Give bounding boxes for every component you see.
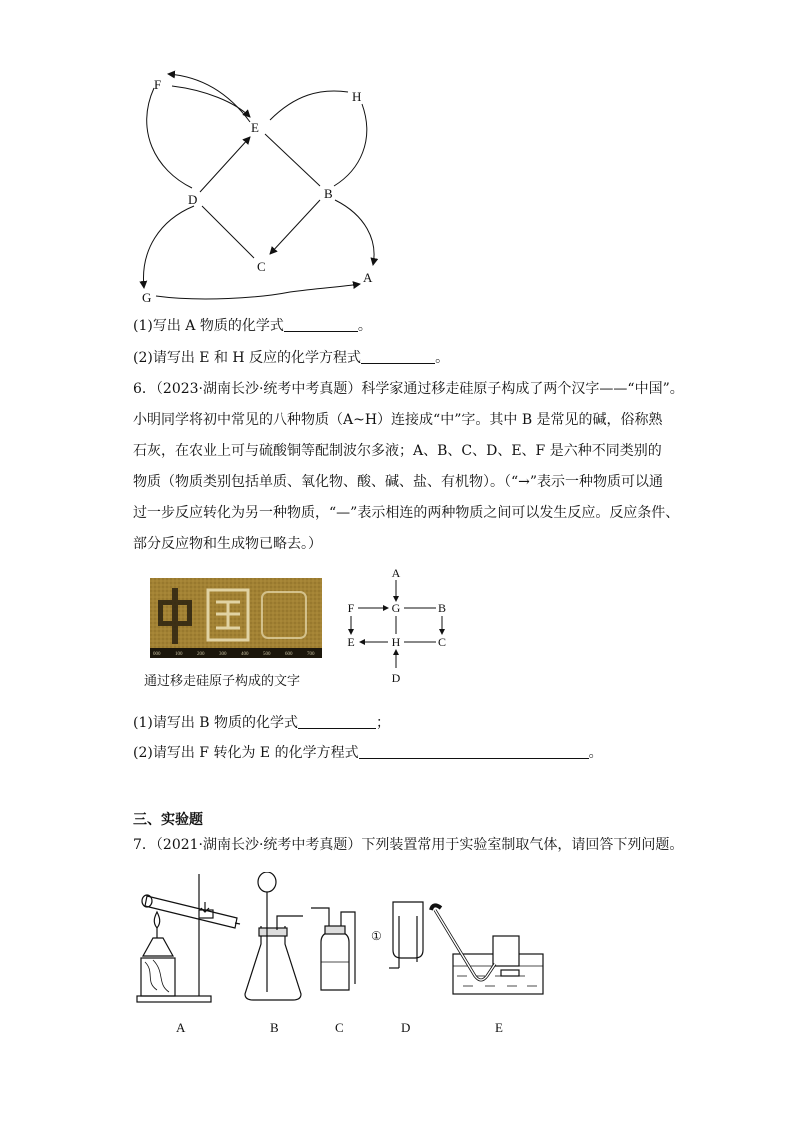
node-f: F [154, 77, 162, 92]
edge-f-e [172, 86, 250, 117]
node-g: G [391, 601, 401, 615]
edge-h-b [334, 104, 367, 186]
apparatus-label-b: B [270, 1020, 279, 1035]
node-c: C [257, 259, 266, 274]
node-h: H [391, 635, 401, 649]
scale-tick-6: 600 [285, 652, 293, 657]
apparatus-e [431, 905, 543, 994]
edge-e-b [265, 134, 320, 186]
q6-line-3: 石灰，在农业上可与硫酸铜等配制波尔多液；A、B、C、D、E、F 是六种不同类别的 [133, 443, 662, 459]
node-h: H [352, 89, 362, 104]
lab-apparatus-drawing [135, 872, 565, 1012]
edge-b-a [335, 200, 374, 265]
silicon-atom-photo [150, 578, 322, 658]
answer-blank[interactable] [298, 714, 376, 729]
q5-part1 [133, 316, 372, 336]
edge-e-f [168, 74, 250, 122]
marker-circle-1: ① [371, 929, 382, 943]
node-a: A [391, 566, 401, 580]
apparatus-label-d: D [401, 1020, 411, 1035]
q6-part2-prompt: (2)请写出 F 转化为 E 的化学方程式 [133, 745, 359, 761]
q5-part2-prompt: (2)请写出 E 和 H 反应的化学方程式 [133, 350, 362, 366]
edge-b-c [270, 200, 320, 254]
edge-f-d [147, 88, 192, 188]
edge-e-h [270, 91, 348, 120]
q6-line-6: 部分反应物和生成物已略去。） [133, 536, 322, 552]
node-d: D [391, 671, 401, 685]
q6-part1-prompt: (1)请写出 B 物质的化学式 [133, 715, 299, 731]
q7-stem: 7．（2021·湖南长沙·统考中考真题）下列装置常用于实验室制取气体，请回答下列问题。 [133, 837, 684, 853]
q6-part1 [133, 713, 390, 733]
node-a: A [363, 270, 373, 285]
apparatus-d [389, 902, 423, 968]
node-g: G [142, 290, 152, 305]
node-e: E [251, 120, 259, 135]
q5-part2 [133, 348, 449, 368]
node-b: B [324, 186, 333, 201]
answer-blank[interactable] [361, 349, 435, 364]
node-b: B [437, 601, 447, 615]
scale-tick-1: 100 [175, 652, 183, 657]
q6-line-2: 小明同学将初中常见的八种物质（A~H）连接成“中”字。其中 B 是常见的碱，俗称熟 [133, 412, 663, 428]
node-e: E [347, 635, 355, 649]
q6-line-5: 过一步反应转化为另一种物质，“—”表示相连的两种物质之间可以发生反应。反应条件、 [133, 505, 680, 521]
edge-d-e [200, 137, 250, 192]
scale-tick-7: 700 [307, 652, 315, 657]
node-f: F [347, 601, 355, 615]
scale-tick-5: 500 [263, 652, 271, 657]
answer-blank[interactable] [284, 317, 358, 332]
apparatus-label-e: E [495, 1020, 503, 1035]
node-c: C [437, 635, 447, 649]
scale-tick-4: 400 [241, 652, 249, 657]
q6-part2-end: 。 [588, 745, 603, 761]
apparatus-c [311, 908, 355, 990]
q6-line-1: 6．（2023·湖南长沙·统考中考真题）科学家通过移走硅原子构成了两个汉字——“中国”。 [133, 381, 684, 397]
q6-part2 [133, 743, 603, 763]
relationship-diagram-1 [130, 70, 390, 310]
apparatus-label-c: C [335, 1020, 344, 1035]
scale-tick-0: 000 [153, 652, 161, 657]
q5-part1-prompt: (1)写出 A 物质的化学式 [133, 318, 284, 334]
node-d: D [188, 192, 198, 207]
apparatus-a [137, 874, 240, 1002]
q6-line-4: 物质（物质类别包括单质、氧化物、酸、碱、盐、有机物）。（“→”表示一种物质可以通 [133, 474, 664, 490]
edge-d-c [202, 206, 254, 258]
q5-part1-end: 。 [357, 318, 372, 334]
scale-tick-3: 300 [219, 652, 227, 657]
apparatus-b [245, 872, 303, 1000]
q5-part2-end: 。 [435, 350, 450, 366]
zhong-relationship-diagram [340, 566, 460, 690]
section-title: 三、实验题 [133, 812, 203, 828]
answer-blank[interactable] [359, 744, 589, 759]
photo-caption: 通过移走硅原子构成的文字 [144, 674, 301, 689]
edge-d-g [143, 206, 194, 288]
q6-part1-end: ； [376, 715, 391, 731]
edge-g-a [156, 284, 360, 299]
scale-tick-2: 200 [197, 652, 205, 657]
apparatus-label-a: A [176, 1020, 186, 1035]
